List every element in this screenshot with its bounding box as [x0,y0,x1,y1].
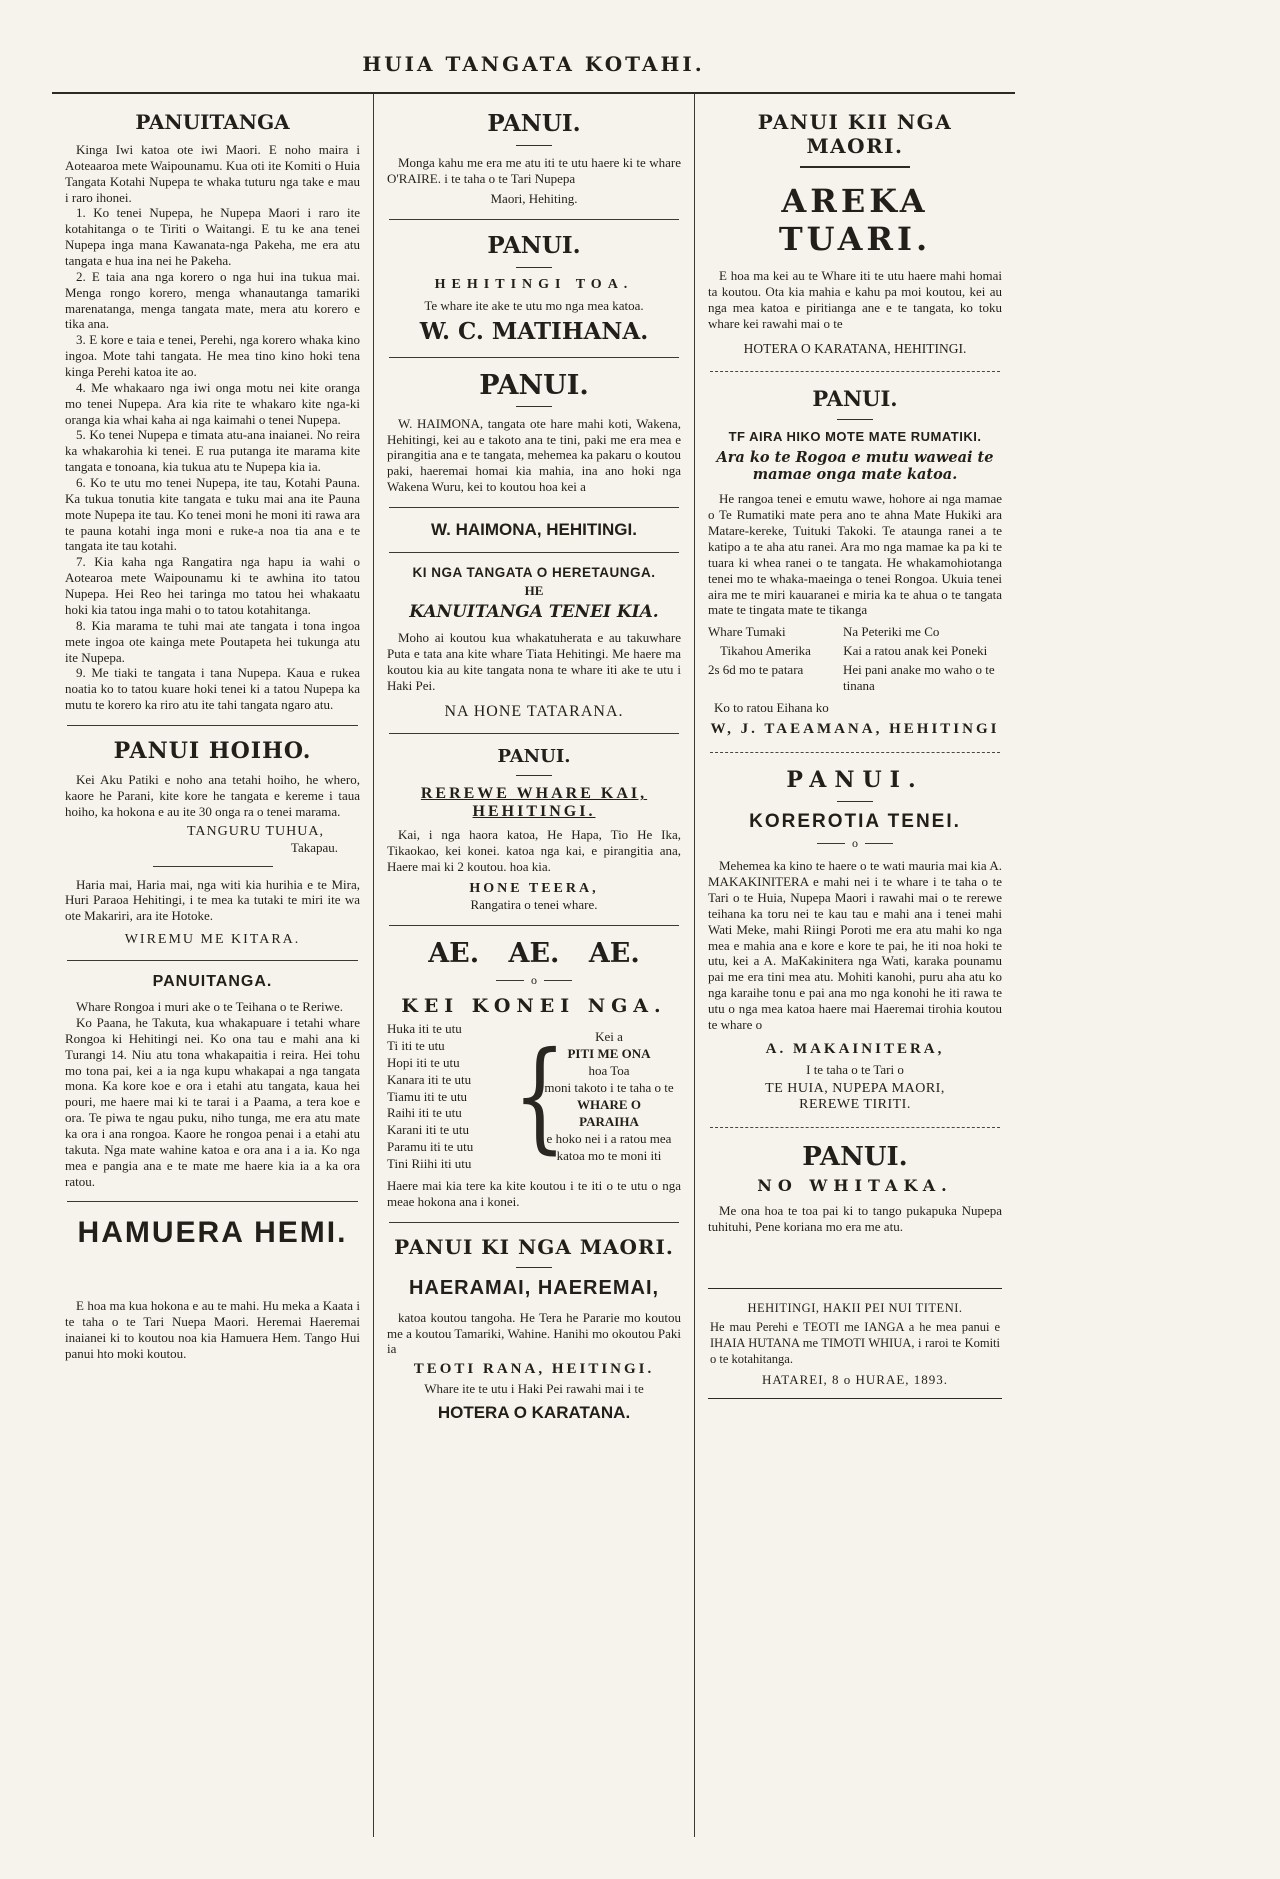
section-panui-ki-nga-maori [387,1235,681,1424]
vendor-line: moni takoto i te taha o te [544,1080,674,1096]
paragraph: Maori, Hehiting. [490,190,578,206]
price-item: Hopi iti te utu [387,1054,460,1070]
paragraph: Whare ite te utu i Haki Pei rawahi mai i te [424,1381,644,1397]
section-wati [708,767,1002,1112]
business-name: A. MAKAINITERA, [765,1040,945,1057]
paragraph: Whare Rongoa i muri ake o te Teihana o te Reriwe. [76,999,344,1015]
section-heading: PANUI HOIHO. [113,737,312,764]
section-heading: PANUITANGA [135,110,290,134]
table-row [708,643,1002,659]
section-divider [389,357,679,358]
subheading: HE [524,583,544,599]
section-divider [389,552,679,553]
paragraph: Ko Paana, he Takuta, kua whakapuare i tetahi whare Rongoa ki Hehitingi nei. Ko ona tau e mahi ana ki Turangi 14. Niu atu tona whakapaitia i reira. Hei tohu mo tona pai, kei a ia nga kupu whakapai a nga tangata mona. Ka kore koe e ora i etahi atu tangata, kaua hei pouri, me haere mai ki te tarai i a Paama, a tera koe e ora. Te piwa te ngau puku, niho tunga, me era atu mate ka ora i ana rongoa. Kaore he rongoa penai i a etahi atu takuta. Nga mate wahine katoa e ora ana i a ia. Ko nga mea e pangia ana e te mate me haere kia ia a ka ora ratou. [65,1014,360,1189]
subheading: NO WHITAKA. [757,1175,953,1195]
paragraph: E hoa ma kei au te Whare iti te utu haere mahi homai ta koutou. Ota kia mahia e kahu pa moi koutou, kei au nga mea katoa e piritianga ane e te tangata, ko toku whare kei rawahi mai o te [708,268,1002,331]
price-list [387,1021,681,1173]
section-divider [389,733,679,734]
hotel-name: HOTERA O KARATANA. [437,1403,631,1423]
section-heading: AREKA TUARI. [778,182,932,258]
signature-role: Rangatira o tenei whare. [470,897,598,913]
paragraph: Haria mai, Haria mai, nga witi kia hurihia e te Mira, Huri Paraoa Hehitingi, i te mea ka tutaki te miri ite wa ote Makariri, ara ite Hotoke. [65,876,360,924]
price-item: Raihi iti te utu [387,1105,462,1121]
section-divider [710,1127,1000,1128]
table-cell: Na Peteriki me Co [842,624,940,640]
section-divider [710,371,1000,372]
section-heading: PANUI. [812,386,898,412]
section-heading: PANUI KII NGA MAORI. [757,110,953,158]
table-cell: 2s 6d mo te patara [708,662,804,678]
column-3 [694,94,1015,1837]
rule-item: 9. Me tiaki te tangata i tana Nupepa. Kaua e rukea noatia ko to tatou kuare hoki tenei ki a tatou Nupepa ka mutu te korero ka riro atu ite tahi tangata ngaro atu. [65,665,360,713]
section-divider [153,866,273,867]
paragraph: Kei Aku Patiki e noho ana tetahi hoiho, he whero, kaore he Parani, kite kore he tangata e kereme i taua hoiho, ka hokona e au ite 30 onga ra o tenei marama. [65,771,360,819]
section-rumatiki [708,386,1002,738]
section-mira [65,877,360,949]
section-divider [67,1201,358,1202]
imprint-place: HEHITINGI, HAKII PEI NUI TITENI. [747,1301,963,1316]
price-item: Karani iti te utu [387,1122,469,1138]
section-divider [67,960,358,961]
ornament: o [387,973,681,988]
section-whitaka [708,1142,1002,1235]
price-items [387,1021,509,1173]
section-panui-kii [708,110,1002,168]
business-name: W. C. MATIHANA. [419,317,649,345]
section-panui-hoiho [65,738,360,856]
heading-rule [837,801,873,802]
masthead [52,52,1015,76]
section-divider [389,507,679,508]
business-title: HEHITINGI. [472,803,596,821]
paragraph: Te whare ite ake te utu mo nga mea katoa. [424,297,644,313]
heading-rule [516,1267,552,1268]
rule-item: 4. Me whakaaro nga iwi onga motu nei kite oranga mo tenei Nupepa. Ara kia rite te whakaro kite nga-ki oranga kia whai kaha ai nga kaimahi o tenei Nupepa. [65,379,360,427]
price-item: Kanara iti te utu [387,1071,472,1087]
section-imprint [708,1288,1002,1399]
table-cell: Whare Tumaki [708,624,786,640]
vendor-line: PITI ME ONA [567,1046,651,1062]
section-heading: AE. AE. AE. [428,938,640,970]
section-divider [67,725,358,726]
rule-item: 3. E kore e taia e tenei, Perehi, nga korero whaka kino ingoa. Mote tahi tangata. He mea tino kino hoki tena kinga Perehi katoa ite ao. [65,332,360,380]
subheading: HEHITINGI TOA. [434,276,634,292]
price-item: Paramu iti te utu [387,1139,474,1155]
imprint-date: HATAREI, 8 o HURAE, 1893. [761,1372,949,1388]
price-item: Tiamu iti te utu [387,1088,468,1104]
signature-name: NA HONE TATARANA. [444,703,624,721]
section-hamuera-hemi [65,1216,360,1361]
paragraph: Me ona hoa te toa pai ki to tango pukapuka Nupepa tuhituhi, Pene koriana mo era me atu. [708,1202,1002,1234]
business-title: REREWE WHARE KAI, [420,785,648,803]
vendor-line: Kei a [595,1029,623,1045]
heading-rule [516,775,552,776]
paragraph: Haere mai kia tere ka kite koutou i te iti o te utu o nga meae hokona ana i konei. [387,1178,681,1209]
heading-rule [516,406,552,407]
section-heading: HAMUERA HEMI. [77,1216,348,1250]
remedy-title: TF AIRA HIKO MOTE MATE RUMATIKI. [728,429,982,445]
columns [52,92,1015,1837]
heading-rule [837,419,873,420]
table-cell: Hei pani anake mo waho o te tinana [842,662,995,694]
section-whare-rongoa [65,973,360,1189]
section-panui-haimona [387,370,681,540]
address-line: TE HUIA, NUPEPA MAORI, [765,1080,945,1096]
hotel-name: HOTERA O KARATANA, HEHITINGI. [743,341,967,357]
rule-item: 5. Ko tenei Nupepa e timata atu-ana inaianei. No reira ka whakarohia ki tenei. E rua putanga ite marama kite tangata e tonoana, kia tukua atu te Nupepa kia ia. [65,427,360,475]
rule-item: 6. Ko te utu mo tenei Nupepa, ite tau, Kotahi Pauna. Ka tukua tonutia kite tangata e tuku mai ana ite Pauna mote Nupepa ite tau. Ko tenei moni he moni iti rawa ara te pauna kotahi inga moni e ruke-a noa tia ana e te tangata ite tau kotahi. [65,475,360,554]
section-heading: KI NGA TANGATA O HERETAUNGA. [412,565,656,581]
column-2 [373,94,694,1837]
price-item: Ti iti te utu [387,1037,445,1053]
section-heading: PANUI. [487,110,581,137]
section-panui-oraire [387,110,681,207]
signature-name: HONE TEERA, [469,881,599,897]
newspaper-title: HUIA TANGATA KOTAHI. [362,52,705,76]
section-heading: PANUI. [487,231,581,259]
vendor-line: WHARE O [577,1097,641,1113]
business-name: TEOTI RANA, HEITINGI. [413,1361,655,1378]
signature-name: WIREMU ME KITARA. [124,932,301,948]
section-heretaunga [387,565,681,721]
table-row [708,662,1002,694]
remedy-subtitle: Ara ko te Rogoa e mutu waweai te mamae onga mate katoa. [716,449,994,484]
subheading: KEI KONEI NGA. [401,995,667,1018]
heading-rule [516,267,552,268]
section-heading: PANUI KI NGA MAORI. [394,1234,674,1259]
ornament: o [708,836,1002,851]
section-heading: PANUI. [802,1141,908,1172]
section-panui-matihana [387,232,681,345]
heading-rule [800,166,910,168]
subheading: KANUITANGA TENEI KIA. [409,602,659,623]
signature-name: TANGURU TUHUA, [186,823,324,839]
address-line: I te taha o te Tari o [806,1061,904,1077]
rule-item: 7. Kia kaha nga Rangatira nga hapu ia wahi o Aotearoa mete Waipounamu ki te awhina ito tatou Nupepa. Hei Reo hei taringa mo tatou hei whakaatu hoki kia tatou inga mahi o to tatou kotahitanga. [65,554,360,617]
paragraph: katoa koutou tangoha. He Tera he Pararie mo koutou me a koutou Tamariki, Wahine. Hanihi mo okoutou Paki ia [387,1309,681,1357]
rule-item: 1. Ko tenei Nupepa, he Nupepa Maori i raro ite kotahitanga o te Tiriti o Waitangi. E tu ke ana tenei Nupepa inga mana Kawanata-nga Pakeha, me era atu tangata e hua ina nei he Pakeha. [65,205,360,269]
signature-place: Takapau. [290,839,338,855]
paragraph: Kinga Iwi katoa ote iwi Maori. E noho maira i Aoteaaroa mete Waipounamu. Kua oti ite Komiti o Huia Tangata Kotahi Nupepa te whaka tuturu nga take e mau i raro ihonei. [65,142,360,205]
table-cell: Kai a ratou anak kei Poneki [843,643,988,659]
paragraph: Moho ai koutou kua whakatuherata e au takuwhare Puta e tata ana kite whare Tiata Hehitingi. Me haere ma koutou kia au kite tangata nona te whare iti ake te utu i Haki Pei. [387,630,681,693]
section-heading: PANUITANGA. [152,973,273,991]
paragraph: W. HAIMONA, tangata ote hare mahi koti, Wakena, Hehitingi, kei au e takoto ana te tini, paki me era mea e pirangitia ana e te tangata, mehemea ka pakaru o koutou paki, haeremai homai kia mahia, ina ano hoki nga Wakena Wuru, kei to koutou hoa kei a [387,415,681,495]
price-item: Tini Riihi iti utu [387,1156,472,1172]
price-item: Huka iti te utu [387,1021,462,1037]
column-1 [52,94,373,1837]
paragraph: Ko to ratou Eihana ko [714,700,829,716]
rule-item: 8. Kia marama te tuhi mai ate tangata i tona ingoa mete ingoa ote kainga mete Poutapeta hei tukunga atu ite Nupepa. [65,617,360,665]
section-divider [710,752,1000,753]
vendor-line: e hoko nei i a ratou mea katoa mo te moni iti [546,1130,672,1163]
section-heading: PANUI. [479,369,589,401]
paragraph: Kai, i nga haora katoa, He Hapa, Tio He Ika, Tikaokao, kei konei. katoa nga kai, e pirangitia ana, Haere mai ki 2 koutou. hoa kia. [387,827,681,875]
business-name: W. HAIMONA, HEHITINGI. [431,520,637,540]
vendor-line: PARAIHA [579,1113,639,1129]
subheading: KOREROTIA TENEI. [749,811,961,833]
brace-glyph: { [512,1027,567,1167]
section-areka-tuari [708,182,1002,357]
section-panuitanga [65,110,360,713]
section-divider [389,1222,679,1223]
section-divider [389,925,679,926]
imprint-body: He mau Perehi e TEOTI me IANGA a he mea panui e IHAIA HUTANA me TIMOTI WHIUA, i raroi te Komiti o te kotahitanga. [710,1320,1000,1366]
address-line: REREWE TIRITI. [799,1096,911,1112]
heading-rule [516,145,552,146]
section-ae-ae-ae [387,938,681,1210]
table-cell: Tikahou Amerika [720,643,811,659]
table-row [708,624,1002,640]
section-heading: PANUI. [786,767,924,794]
agent-name: W, J. TAEAMANA, HEHITINGI [710,721,1000,738]
section-rerewe-whare-kai [387,746,681,913]
section-divider [389,219,679,220]
rule-item: 2. E taia ana nga korero o nga hui ina tukua mai. Menga rongo korero, menga whanautanga tamariki marenatanga, menga tangata mate, mera atu korero e tika ana. [65,268,360,332]
spacer [65,1256,360,1298]
paragraph: Mehemea ka kino te haere o te wati mauria mai kia A. MAKAKINITERA e mahi nei i te whare i te taha o te Tari o te Huia, Nupepa Maori i rawahi mai o te rerewe teihana ka toru nei te kau tau e mahi ana i tenei mahi Wati Meke, mahi Riingi Poroti me era atu mahi ko nga mea e mahia ana e kore e kore te pai, he iti noa hoki te utu, kei a A. MaKakinitera nga Wati, karaka pounamu pai me era tini mea atu. Mohiti kanohi, puru aha atu ko nga karaihe tonu e pai ana mo nga konohi he iti rawa te utu o nga mea katoa haere mai Haeremai tirohia koutou te whare o [708,858,1002,1032]
paragraph: Monga kahu me era me atu iti te utu haere ki te whare O'RAIRE. i te taha o te Tari Nupepa [387,155,681,186]
paragraph: He rangoa tenei e emutu wawe, hohore ai nga mamae o Te Rumatiki mate pera ano te ahna Mate Hukiki ara Matare-kereke, Tuituki Takoki. Te ataunga ranei a te katipo a te aha atu ranei. Ara mo nga mamae ka pa ki te tuara ki whea ranei o te tangata. He whakamohiotanga tenei mo te whaka-maeinga o tenei Rongoa. Ukuia tenei aira me te miri kauaranei e miria ka te ahua o te tangata mate te tingata mate te tikanga [708,491,1002,618]
paragraph: E hoa ma kua hokona e au te mahi. Hu meka a Kaata i te taha o te Tari Nuepa Maori. Heremai Haeremai inaianei ki to koutou noa kia Hamuera Hem. Tango Hui panui hto moki koutou. [65,1298,360,1361]
subheading: HAERAMAI, HAEREMAI, [408,1276,660,1299]
section-heading: PANUI. [497,746,571,768]
remedy-table [708,624,1002,694]
vendor-line: hoa Toa [588,1063,630,1079]
